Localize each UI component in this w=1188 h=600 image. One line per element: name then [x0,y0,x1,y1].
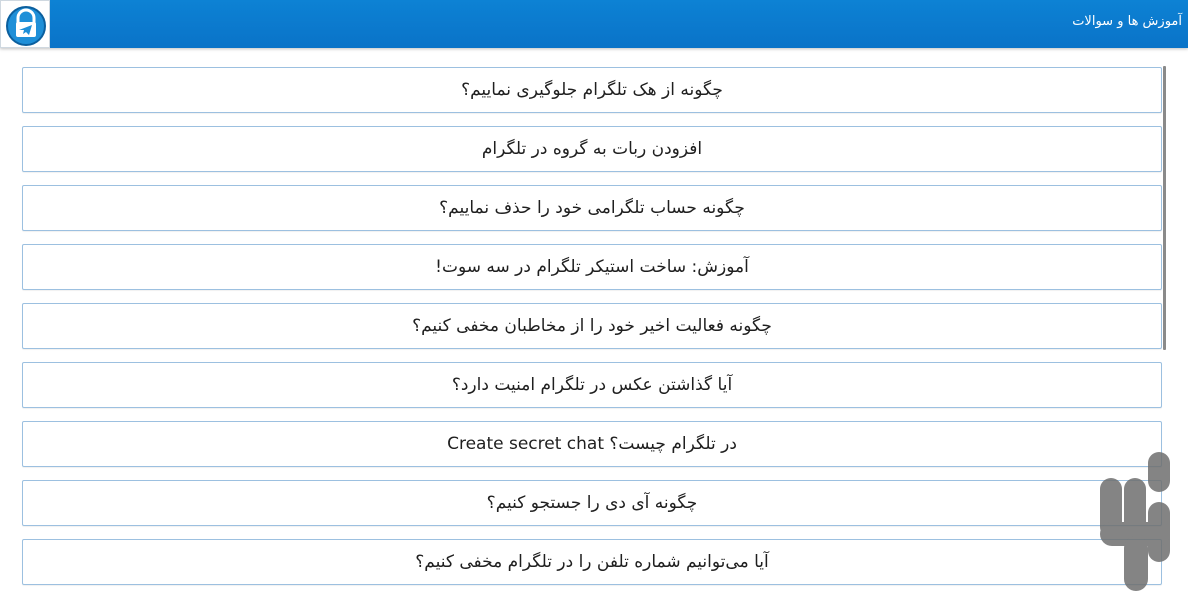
list-item[interactable] [22,303,1162,349]
app-header [0,0,1188,48]
list-item-label: آموزش: ساخت استیکر تلگرام در سه سوت! [435,257,749,277]
list-item-label: در تلگرام چیست؟ Create secret chat [447,434,737,454]
list-item[interactable] [22,67,1162,113]
scrollbar[interactable] [1163,66,1166,350]
list-item-label: آیا می‌توانیم شماره تلفن را در تلگرام مخفی کنیم؟ [415,552,769,572]
list-item[interactable] [22,362,1162,408]
list-item-label: افزودن ربات به گروه در تلگرام [481,139,703,159]
list-item[interactable] [22,480,1162,526]
list-item-label: چگونه حساب تلگرامی خود را حذف نماییم؟ [439,198,745,218]
list-item[interactable] [22,126,1162,172]
list-item-label: چگونه آی دی را جستجو کنیم؟ [486,493,698,513]
lock-telegram-logo-icon[interactable] [0,0,50,48]
list-item[interactable] [22,539,1162,585]
list-item[interactable] [22,421,1162,467]
tutorial-list [0,48,1188,600]
page-title: آموزش ها و سوالات [1072,14,1182,29]
list-item-label: آیا گذاشتن عکس در تلگرام امنیت دارد؟ [451,375,733,395]
list-item[interactable] [22,244,1162,290]
list-item[interactable] [22,185,1162,231]
list-item-label: چگونه فعالیت اخیر خود را از مخاطبان مخفی کنیم؟ [412,316,772,336]
list-item-label: چگونه از هک تلگرام جلوگیری نماییم؟ [461,80,723,100]
bazaar-logo-icon [1090,450,1180,595]
